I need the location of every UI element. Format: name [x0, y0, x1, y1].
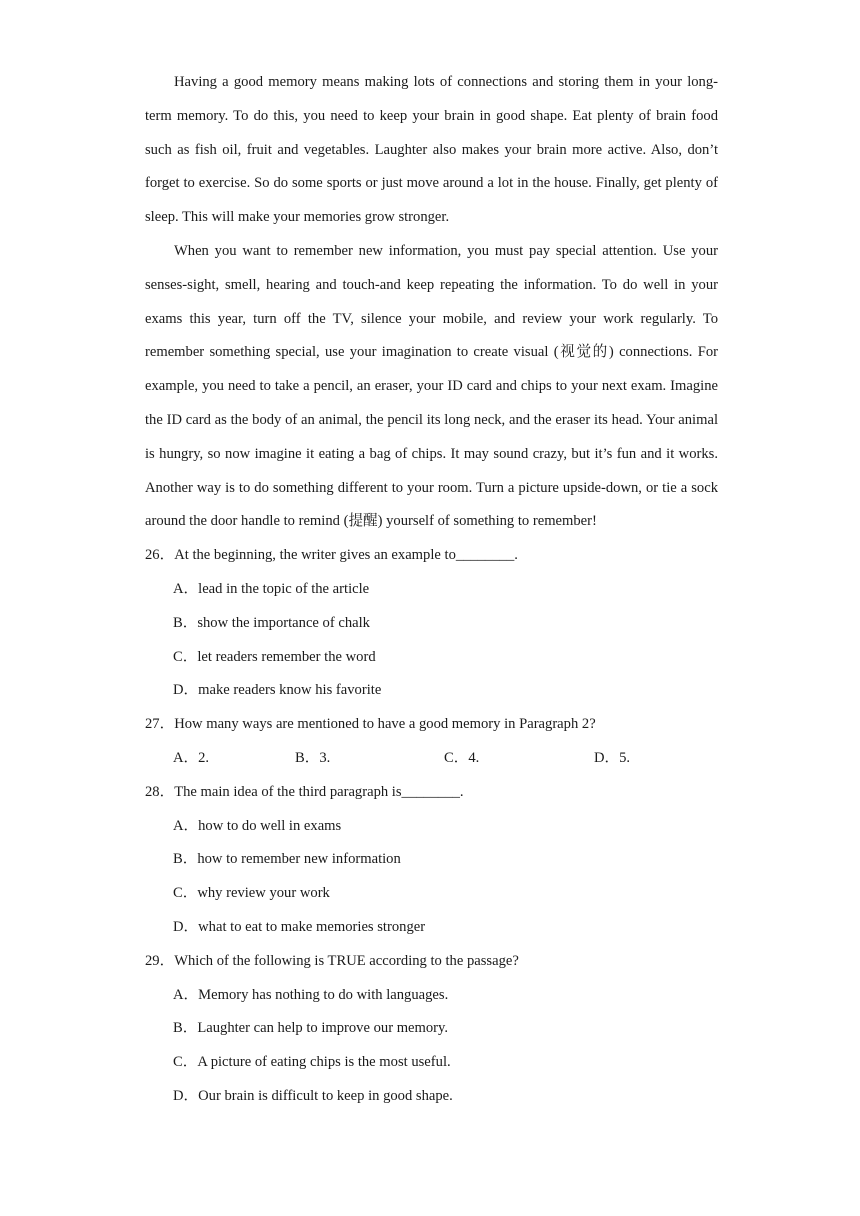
question-stem [145, 945, 718, 979]
question-stem [145, 776, 718, 810]
option-a: A．2. [173, 749, 210, 766]
question-text: At the beginning, the writer gives an example to________. [174, 547, 518, 564]
option-d: D．what to eat to make memories stronger [173, 918, 426, 935]
option-a: A．how to do well in exams [173, 817, 342, 834]
passage-paragraph: Having a good memory means making lots of connections and storing them in your long-term memory. To do this, you need to keep your brain in good shape. Eat plenty of brain food such as fish oil, fruit and vegetables. Laughter also makes your brain more active. Also, don’t forget to exercise. So do some sports or just move around a lot in the house. Finally, get plenty of sleep. This will make your memories grow stronger. [145, 74, 718, 226]
option-b: B．Laughter can help to improve our memory. [173, 1020, 449, 1037]
question-number: 26． [145, 547, 175, 564]
option-b: B．show the importance of chalk [173, 614, 370, 631]
option-c: C．4. [444, 749, 480, 766]
option-c: C．let readers remember the word [173, 648, 376, 665]
option-d: D．make readers know his favorite [173, 682, 382, 699]
question-29 [145, 945, 718, 1114]
option-a: A．Memory has nothing to do with languages. [173, 986, 449, 1003]
passage-paragraph: When you want to remember new information, you must pay special attention. Use your senses-sight, smell, hearing and touch-and keep repeating the information. To do well in your exams this year, turn off the TV, silence your mobile, and review your work regularly. To remember something special, use your imagination to create visual (视觉的) connections. For example, you need to take a pencil, an eraser, your ID card and chips to your next exam. Imagine the ID card as the body of an animal, the pencil its long neck, and the eraser its head. Your animal is hungry, so now imagine it eating a bag of chips. It may sound crazy, but it’s fun and it works. Another way is to do something different to your room. Turn a picture upside-down, or tie a sock around the door handle to remind (提醒) yourself of something to remember! [145, 242, 718, 530]
option-b: B．3. [295, 749, 331, 766]
question-text: The main idea of the third paragraph is________. [174, 783, 464, 800]
option-c: C．A picture of eating chips is the most useful. [173, 1054, 451, 1071]
question-text: How many ways are mentioned to have a good memory in Paragraph 2? [174, 716, 596, 733]
question-number: 29． [145, 952, 175, 969]
question-stem [145, 539, 718, 573]
option-d: D．5. [594, 749, 631, 766]
option-row [145, 742, 718, 776]
question-26 [145, 539, 718, 708]
question-28 [145, 776, 718, 945]
question-stem [145, 708, 718, 742]
question-number: 27． [145, 716, 175, 733]
exam-page [145, 66, 718, 1114]
question-27 [145, 708, 718, 776]
option-c: C．why review your work [173, 885, 330, 902]
question-number: 28． [145, 783, 175, 800]
question-text: Which of the following is TRUE according to the passage? [174, 952, 519, 969]
option-b: B．how to remember new information [173, 851, 401, 868]
option-a: A．lead in the topic of the article [173, 580, 370, 597]
option-d: D．Our brain is difficult to keep in good shape. [173, 1087, 453, 1104]
